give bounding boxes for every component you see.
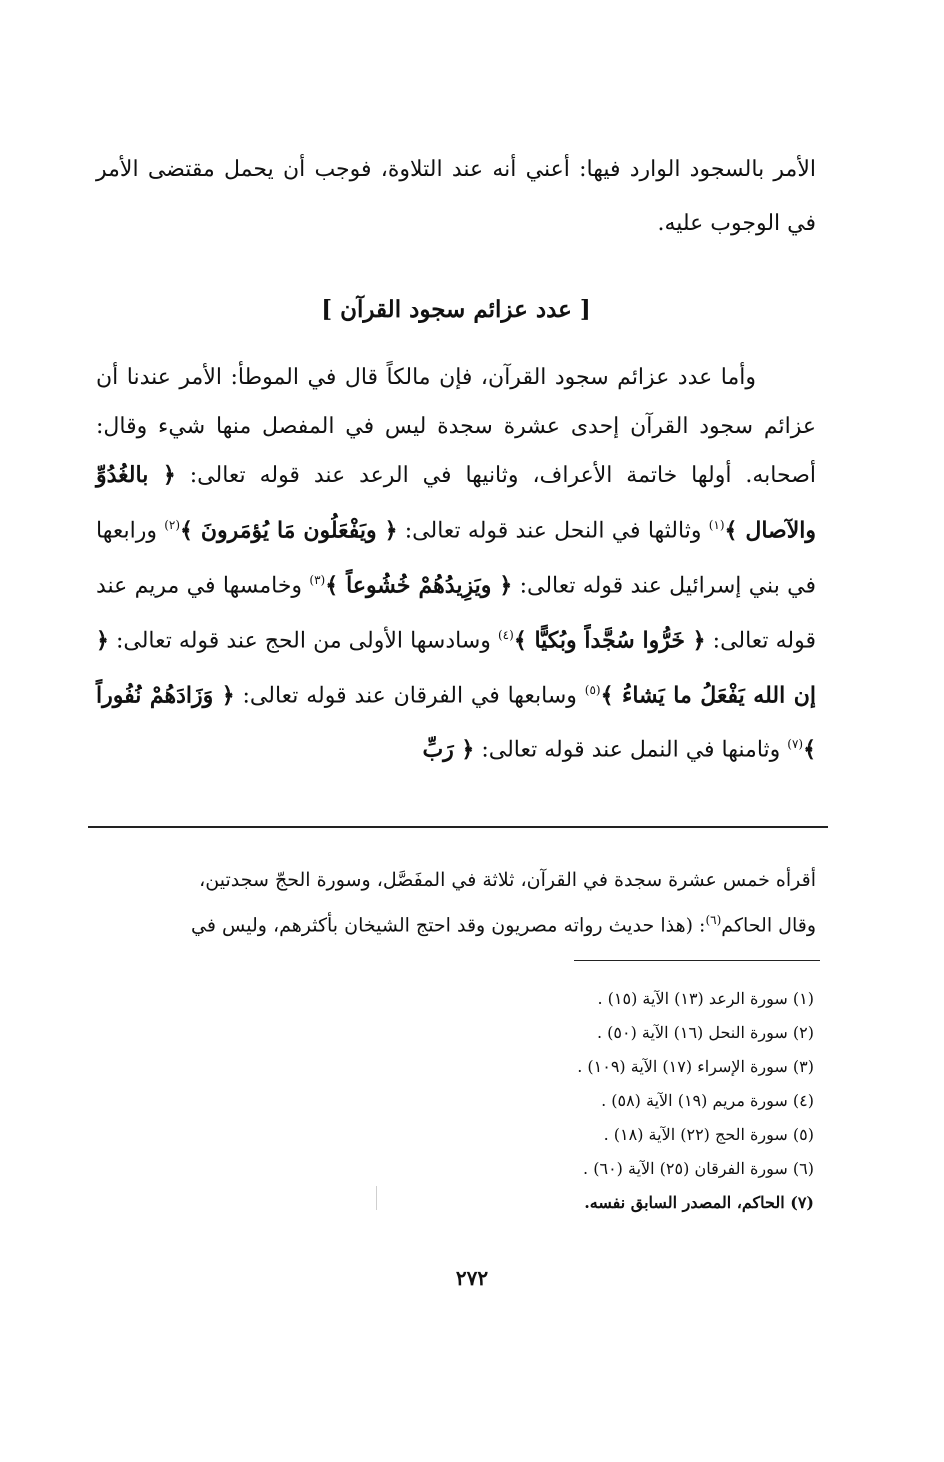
footnote-item: (١) سورة الرعد (١٣) الآية (١٥) . [597, 989, 814, 1008]
footnote-ref[interactable]: (٤) [497, 627, 514, 642]
footnote-ref[interactable]: (٥) [584, 682, 601, 697]
footnote-list-separator [574, 960, 820, 961]
footnote-list [414, 982, 814, 1220]
section-heading: [ عدد عزائم سجود القرآن ] [321, 296, 591, 323]
text-segment: وأما عدد عزائم سجود القرآن، فإن مالكاً قال في الموطأ: الأمر عندنا أن عزائم سجود القرآن إحدى عشرة سجدة ليس في المفصل منها شيء وقال: أصحابه. أولها خاتمة الأعراف، وثانيها في الرعد عند قوله تعالى: [96, 365, 816, 489]
quran-quote: ﴿ ويَفْعَلُون مَا يُؤمَرونَ ﴾ [180, 517, 398, 544]
text-segment: : (هذا حديث رواته مصريون وقد احتج الشيخان بأكثرهم، وليس في [191, 914, 706, 937]
footnote-ref[interactable]: (٦) [705, 913, 722, 927]
quran-quote: ﴿ خَرُّوا سُجَّداً وبُكيًّا ﴾ [513, 626, 706, 653]
main-paragraph [96, 354, 816, 775]
text-segment: وقال الحاكم [721, 914, 816, 937]
quran-quote: ﴿ بالغُدُوِّ والآصال ﴾ [96, 462, 817, 544]
footnote-continuation [96, 860, 816, 945]
footnote-ref[interactable]: (٢) [164, 517, 181, 532]
footnote-separator [88, 826, 828, 828]
footnote-ref[interactable]: (١) [708, 517, 725, 532]
opening-paragraph: الأمر بالسجود الوارد فيها: أعني أنه عند التلاوة، فوجب أن يحمل مقتضى الأمر في الوجوب عليه. [96, 157, 816, 236]
footnote-item: (٧) الحاكم، المصدر السابق نفسه. [584, 1193, 814, 1212]
main-paragraph-text [96, 354, 816, 775]
footnote-item: (٢) سورة النحل (١٦) الآية (٥٠) . [596, 1023, 814, 1042]
text-segment: وثالثها في النحل عند قوله تعالى: [397, 518, 709, 544]
text-segment: وخامسها في مريم عند قوله تعالى: [96, 573, 816, 653]
footnote-item: (٣) سورة الإسراء (١٧) الآية (١٠٩) . [577, 1057, 814, 1076]
page-number: ٢٧٢ [455, 1266, 489, 1290]
footnote-item: (٤) سورة مريم (١٩) الآية (٥٨) . [601, 1091, 814, 1110]
quran-quote: ﴿ إن الله يَفْعَلُ ما يَشاءُ ﴾ [96, 626, 816, 708]
footnote-line: أقرأه خمس عشرة سجدة في القرآن، ثلاثة في المفَصَّل، وسورة الحجّ سجدتين، [199, 869, 816, 891]
text-segment: ورابعها في بني إسرائيل عند قوله تعالى: [96, 518, 817, 599]
quran-quote: ﴿ رَبِّ [422, 736, 475, 763]
footnote-line [96, 900, 816, 945]
quran-quote: ﴿ وَزَادَهُمْ نُفُوراً ﴾ [96, 681, 816, 763]
footnote-ref[interactable]: (٣) [309, 572, 326, 587]
footnote-ref[interactable]: (٧) [787, 737, 804, 752]
quran-quote: ﴿ ويَزِيدُهُمْ خُشُوعاً ﴾ [325, 572, 513, 599]
footnote-item: (٦) سورة الفرقان (٢٥) الآية (٦٠) . [583, 1159, 814, 1178]
text-segment: وثامنها في النمل عند قوله تعالى: [474, 737, 788, 763]
scan-artifact [376, 1186, 377, 1210]
text-segment: وسابعها في الفرقان عند قوله تعالى: [234, 682, 585, 708]
footnote-item: (٥) سورة الحج (٢٢) الآية (١٨) . [603, 1125, 814, 1144]
text-segment: وسادسها الأولى من الحج عند قوله تعالى: [108, 627, 498, 653]
